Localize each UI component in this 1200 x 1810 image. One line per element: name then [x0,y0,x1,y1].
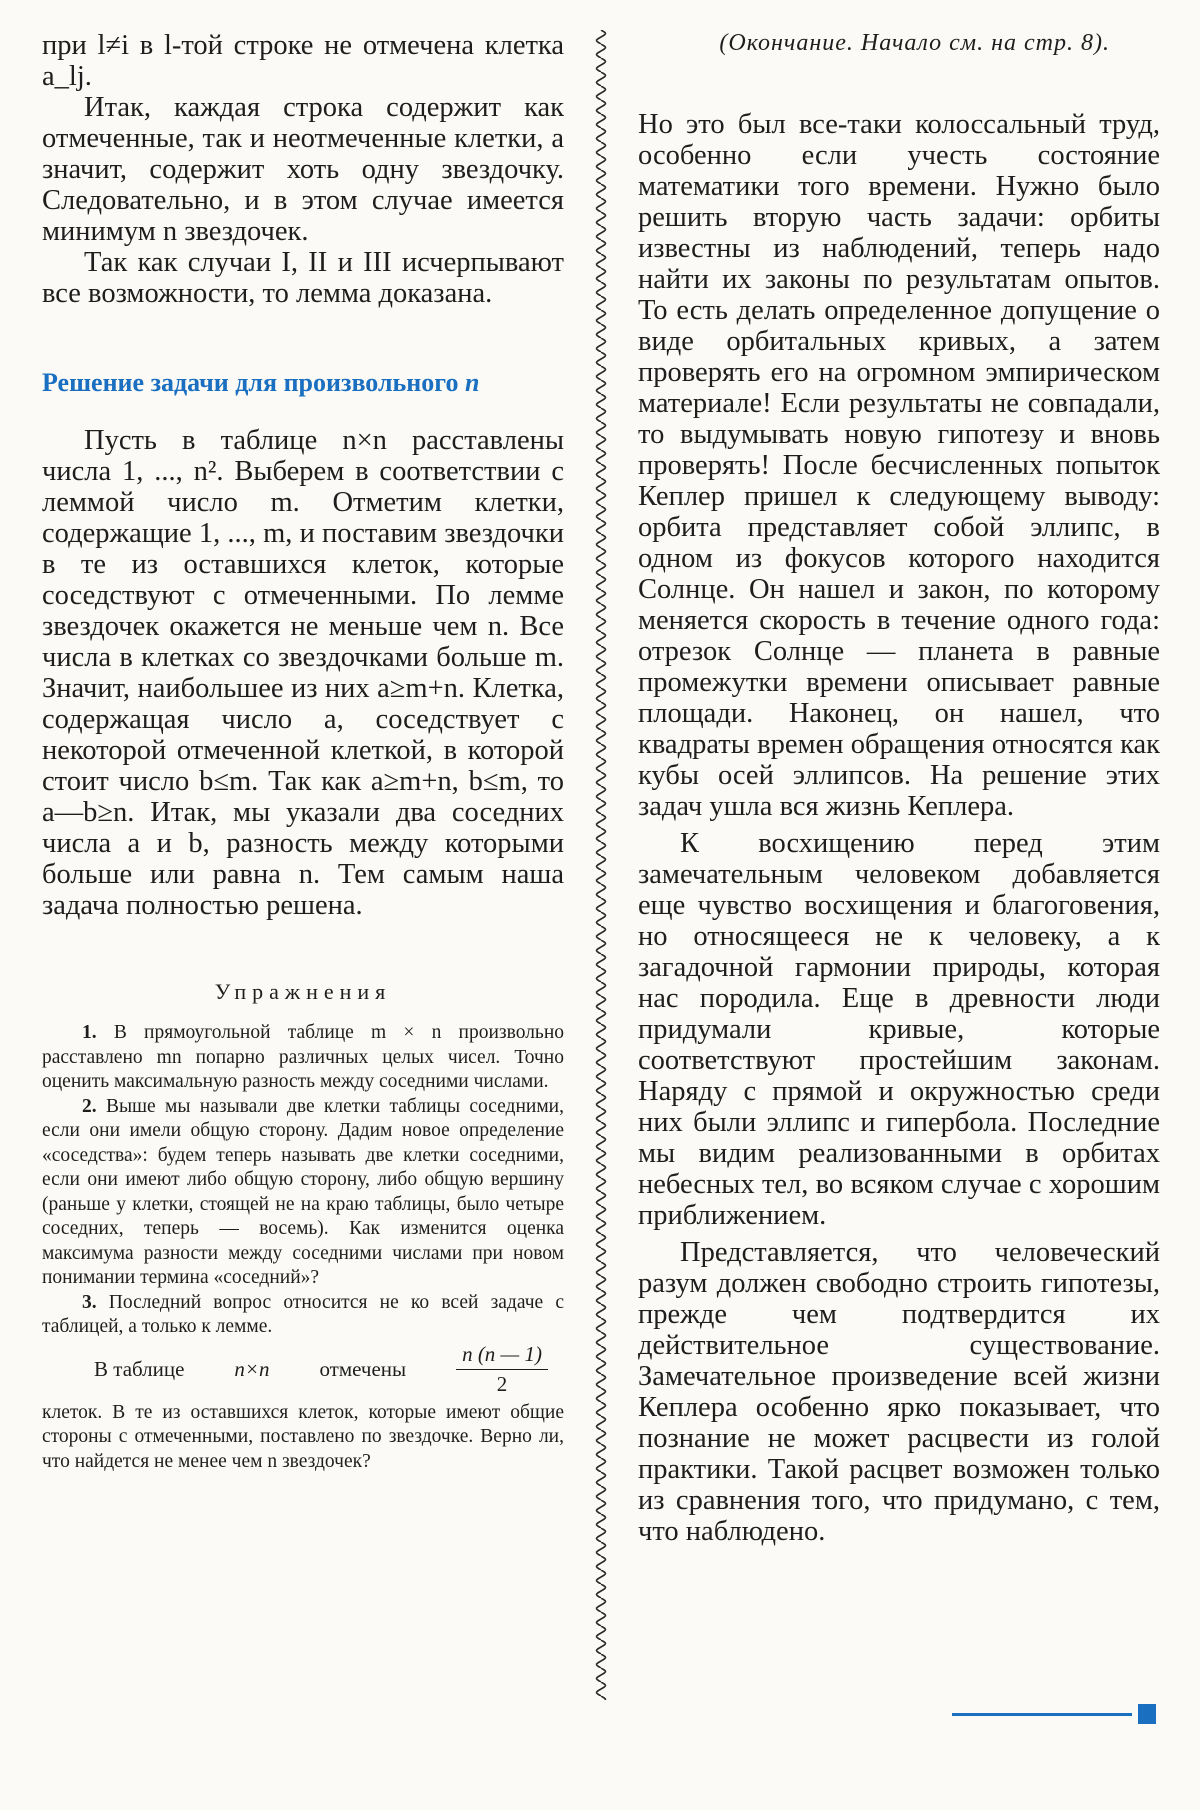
paragraph-cases: Так как случаи I, II и III исчерпывают все возможности, то лемма доказана. [42,247,564,309]
formula-size: n×n [234,1356,270,1381]
paragraph-human-mind: Представляется, что человеческий разум должен свободно строить гипотезы, прежде чем подтвердится их действительное существование. Замечательное произведение всей жизни Кеплера особенно ярко показывает, что познание не может расцвести из голой практики. Такой расцвет возможен только из сравнения того, что придумано, с тем, что наблюдено. [638,1237,1160,1547]
fraction-numerator: n (n — 1) [456,1342,548,1370]
exercise-1-number: 1. [82,1022,97,1043]
wavy-column-divider [590,30,612,1700]
formula-marked: отмечены [319,1356,407,1381]
exercise-2-number: 2. [82,1095,97,1117]
exercise-2-text: Выше мы называли две клетки таблицы соседними, если они имели общую сторону. Дадим новое определение «соседства»: будем теперь называть две клетки соседними, если они имеют либо общую сторону, либо общую вершину (раньше у клетки, стоящей не на краю таблицы, было четыре соседних, теперь — восемь). Как изменится оценка максимума разности между соседними числами при новом понимании термина «соседний»? [42,1095,564,1288]
section-heading-text: Решение задачи для произвольного [42,368,459,397]
exercise-3 [42,1291,564,1340]
exercise-1-text: В прямоугольной таблице m × n произвольно расставлено mn попарно различных целых чисел. Точно оценить максимальную разность между соседними числами. [42,1022,565,1092]
exercise-3-tail: клеток. В те из оставшихся клеток, которые имеют общие стороны с отмеченными, поставлено по звездочке. Верно ли, что найдется не менее чем n звездочек? [42,1401,564,1472]
paragraph-admiration: К восхищению перед этим замечательным человеком добавляется еще чувство восхищения и благоговения, но относящееся не к человеку, а к загадочной гармонии природы, которая нас породила. Еще в древности люди придумали кривые, которые соответствуют простейшим законам. Наряду с прямой и окружностью среди них были эллипс и гипербола. Последние мы видим реализованными в орбитах небесных тел, во всяком случае с хорошим приближением. [638,828,1160,1231]
paragraph-lemma-end: при l≠i в l-той строке не отмечена клетка a_lj. [42,30,564,92]
section-heading [42,367,564,399]
continuation-note: (Окончание. Начало см. на стр. 8). [719,30,1110,56]
formula-lead: В таблице [94,1356,185,1381]
fraction-denominator: 2 [496,1371,508,1396]
exercise-3-formula-line [42,1342,564,1397]
paragraph-kepler-work: Но это был все-таки колоссальный труд, особенно если учесть состояние математики того времени. Нужно было решить вторую часть задачи: орбиты известны из наблюдений, теперь надо найти их законы по результатам опытов. То есть делать определенное допущение о виде орбитальных кривых, а затем проверять его на огромном эмпирическом материале! Если результаты не совпадали, то выдумывать новую гипотезу и вновь проверять! После бесчисленных попыток Кеплер пришел к следующему выводу: орбита представляет собой эллипс, в одном из фокусов которого находится Солнце. Он нашел и закон, по которому меняется скорость в течение одного года: отрезок Солнце — планета в равные промежутки времени описывает равные площади. Наконец, он нашел, что квадраты времен обращения относятся как кубы осей эллипсов. На решение этих задач ушла вся жизнь Кеплера. [638,109,1160,822]
footer-block-marker [1138,1704,1156,1724]
paragraph-solution: Пусть в таблице n×n расставлены числа 1, ..., n². Выберем в соответствии с леммой число m. Отметим клетки, содержащие 1, ..., m, и поставим звездочки в те из оставшихся клеток, которые соседствуют с отмеченными. По лемме звездочек окажется не меньше чем n. Все числа в клетках со звездочками больше m. Значит, наибольшее из них a≥m+n. Клетка, содержащая число a, соседствует с некоторой отмеченной клеткой, в которой стоит число b≤m. Так как a≥m+n, b≤m, то a—b≥n. Итак, мы указали два соседних числа a и b, разность между которыми больше или равна n. Тем самым наша задача полностью решена. [42,425,564,921]
exercise-3-number: 3. [82,1291,97,1313]
exercise-3-text: Последний вопрос относится не ко всей задаче с таблицей, а только к лемме. [42,1291,565,1337]
footer-rule [952,1713,1132,1716]
section-heading-var: n [464,368,480,397]
paragraph-each-row: Итак, каждая строка содержит как отмеченные, так и неотмеченные клетки, а значит, содержит хоть одну звездочку. Следовательно, и в этом случае имеется минимум n звездочек. [42,92,564,247]
right-column [638,0,1160,1547]
exercises-title: Упражнения [214,979,392,1004]
exercise-2 [42,1095,564,1291]
left-column [42,0,564,1474]
fraction [456,1342,548,1397]
exercise-1 [42,1021,564,1095]
